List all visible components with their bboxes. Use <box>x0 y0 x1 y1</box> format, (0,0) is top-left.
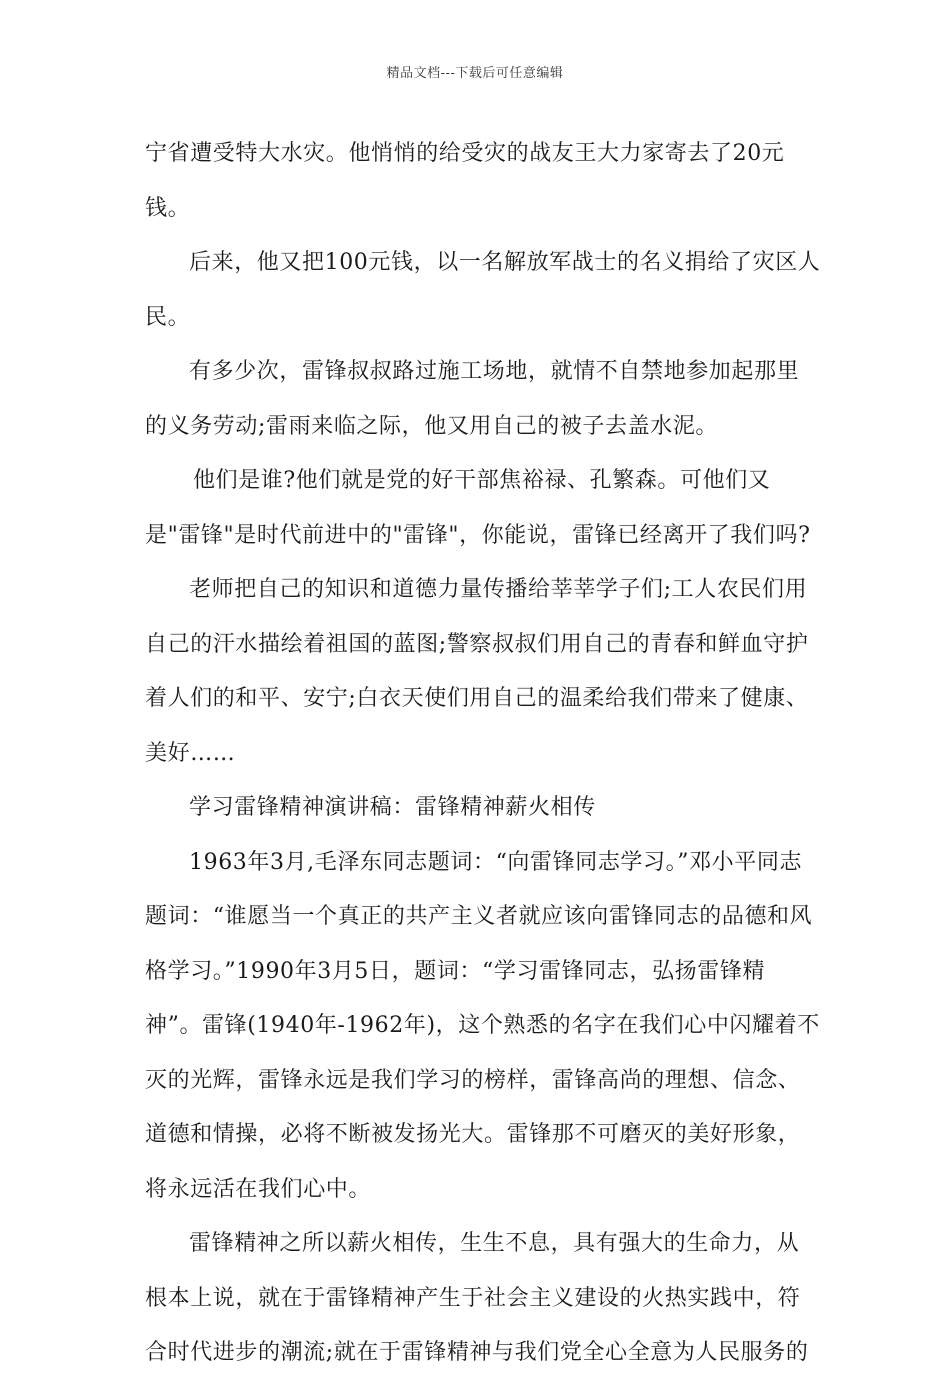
paragraph: 雷锋精神之所以薪火相传，生生不息，具有强大的生命力，从根本上说，就在于雷锋精神产生于社会主义建设的火热实践中，符合时代进步的潮流;就在于雷锋精神与我们党全心全意为人民服务的 <box>145 1231 809 1365</box>
page-header: 精品文档---下载后可任意编辑 <box>386 66 564 81</box>
paragraph: 1963年3月,毛泽东同志题词：“向雷锋同志学习。”邓小平同志题词：“谁愿当一个真正的共产主义者就应该向雷锋同志的品德和风格学习。”1990年3月5日，题词：“学习雷锋同志，弘扬雷锋精神”。雷锋(1940年-1962年)，这个熟悉的名字在我们心中闪耀着不灭的光辉，雷锋永远是我们学习的榜样，雷锋高尚的理想、信念、道德和情操，必将不断被发扬光大。雷锋那不可磨灭的美好形象，将永远活在我们心中。 <box>145 849 820 1202</box>
paragraph: 老师把自己的知识和道德力量传播给莘莘学子们;工人农民们用自己的汗水描绘着祖国的蓝图;警察叔叔们用自己的青春和鲜血守护着人们的和平、安宁;白衣天使们用自己的温柔给我们带来了健康、美好…… <box>145 577 809 766</box>
paragraph: 宁省遭受特大水灾。他悄悄的给受灾的战友王大力家寄去了20元钱。 <box>145 141 785 221</box>
paragraph: 他们是谁?他们就是党的好干部焦裕禄、孔繁森。可他们又是"雷锋"是时代前进中的"雷锋"，你能说，雷锋已经离开了我们吗? <box>145 468 811 548</box>
section-heading: 学习雷锋精神演讲稿：雷锋精神薪火相传 <box>189 795 596 820</box>
paragraph: 后来，他又把100元钱，以一名解放军战士的名义捐给了灾区人民。 <box>145 250 821 330</box>
paragraph: 有多少次，雷锋叔叔路过施工场地，就情不自禁地参加起那里的义务劳动;雷雨来临之际，他又用自己的被子去盖水泥。 <box>145 359 800 439</box>
document-body <box>145 127 821 1381</box>
